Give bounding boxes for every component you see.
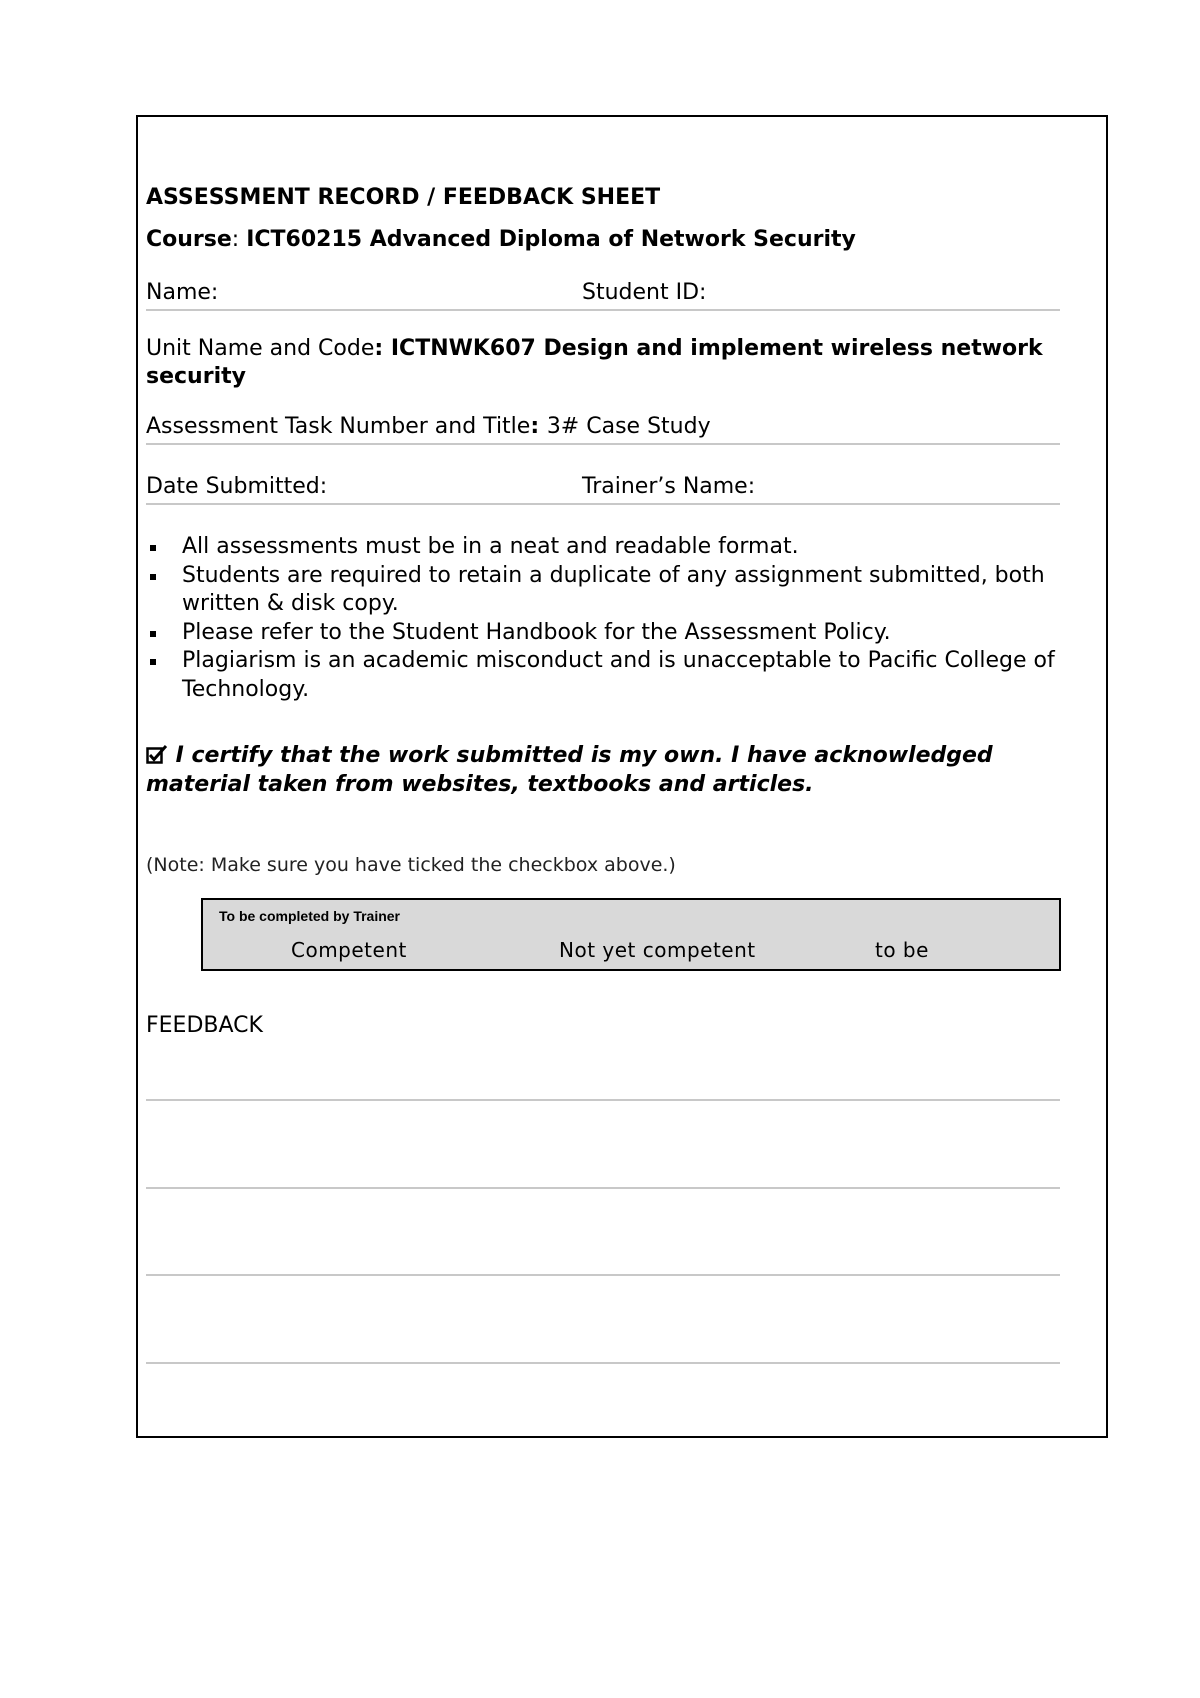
list-item: All assessments must be in a neat and readable format. xyxy=(146,533,1056,562)
course-value: ICT60215 Advanced Diploma of Network Security xyxy=(246,227,856,252)
trainer-name-label: Trainer’s Name: xyxy=(582,474,756,499)
task-value: 3# Case Study xyxy=(546,414,711,439)
trainer-assessment-box xyxy=(201,898,1061,971)
page-title: ASSESSMENT RECORD / FEEDBACK SHEET xyxy=(146,185,661,210)
list-item: Students are required to retain a duplicate of any assignment submitted, both written & disk copy. xyxy=(146,562,1056,619)
student-id-label: Student ID: xyxy=(582,280,707,305)
date-trainer-field[interactable] xyxy=(146,503,1060,505)
date-submitted-label: Date Submitted: xyxy=(146,474,328,499)
unit-line: Unit Name and Code: ICTNWK607 Design and implement wireless network security xyxy=(146,336,1043,389)
to-be-option[interactable]: to be xyxy=(875,938,929,962)
task-line: Assessment Task Number and Title: 3# Case Study xyxy=(146,414,711,439)
certification-statement xyxy=(146,741,1026,799)
name-student-id-field[interactable] xyxy=(146,309,1060,311)
feedback-line[interactable] xyxy=(146,1274,1060,1276)
course-line: Course: ICT60215 Advanced Diploma of Network Security xyxy=(146,227,856,252)
feedback-line[interactable] xyxy=(146,1099,1060,1101)
competent-option[interactable]: Competent xyxy=(291,938,407,962)
unit-label: Unit Name and Code xyxy=(146,336,375,361)
list-item: Plagiarism is an academic misconduct and is unacceptable to Pacific College of Technology. xyxy=(146,647,1056,704)
not-yet-competent-option[interactable]: Not yet competent xyxy=(559,938,756,962)
course-label: Course xyxy=(146,227,232,252)
task-underline xyxy=(146,443,1060,445)
certify-text: I certify that the work submitted is my own. I have acknowledged material taken from websites, textbooks and articles. xyxy=(146,743,993,797)
unit-value: ICTNWK607 Design and implement wireless network security xyxy=(146,336,1043,389)
name-label: Name: xyxy=(146,280,219,305)
checkbox-note: (Note: Make sure you have ticked the checkbox above.) xyxy=(146,854,676,876)
task-label: Assessment Task Number and Title xyxy=(146,414,531,439)
checked-box-icon[interactable] xyxy=(146,743,176,768)
list-item: Please refer to the Student Handbook for the Assessment Policy. xyxy=(146,619,1056,648)
rules-list xyxy=(146,533,1056,704)
feedback-label: FEEDBACK xyxy=(146,1013,263,1038)
trainer-box-heading: To be completed by Trainer xyxy=(219,908,401,924)
feedback-line[interactable] xyxy=(146,1187,1060,1189)
feedback-line[interactable] xyxy=(146,1362,1060,1364)
